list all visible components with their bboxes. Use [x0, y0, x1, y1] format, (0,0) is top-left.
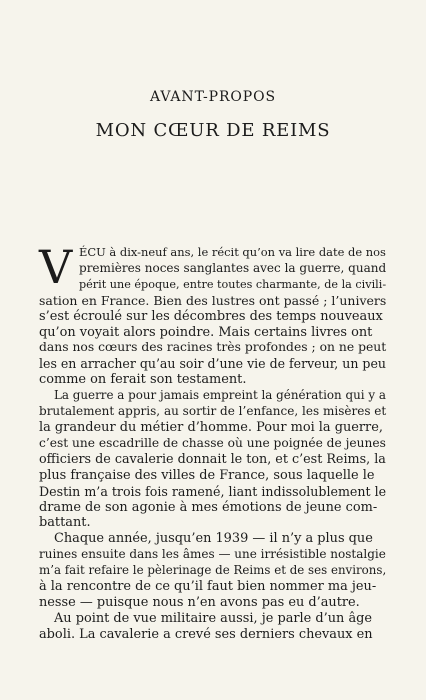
text-line: battant.: [39, 515, 91, 531]
text-line: drame de son agonie à mes émotions de jeune com-: [39, 499, 378, 515]
text-line: Chaque année, jusqu’en 1939 — il n’y a plus que: [54, 531, 373, 547]
text-line: les en arracher qu’au soir d’une vie de ferveur, un peu: [39, 356, 386, 372]
text-line: premières noces sanglantes avec la guerre, quand: [79, 260, 387, 275]
drop-cap: V: [39, 240, 73, 294]
text-line: périt une époque, entre toutes charmante, de la civili-: [79, 277, 387, 291]
text-line: Au point de vue militaire aussi, je parle d’un âge: [54, 610, 373, 626]
text-line: comme on ferait son testament.: [39, 372, 247, 388]
text-line: à la rencontre de ce qu’il faut bien nommer ma jeu-: [39, 579, 377, 595]
text-line: aboli. La cavalerie a crevé ses derniers chevaux en: [39, 626, 373, 642]
paragraph-2: [39, 388, 386, 531]
body-text: [39, 240, 387, 643]
text-line: ÉCU à dix-neuf ans, le récit qu’on va lire date de nos: [79, 245, 386, 259]
text-line: s’est écroulé sur les décombres des temps nouveaux: [39, 308, 383, 324]
text-line: la grandeur du métier d’homme. Pour moi la guerre,: [39, 419, 383, 435]
section-kicker: AVANT-PROPOS: [150, 89, 276, 105]
text-line: sation en France. Bien des lustres ont passé ; l’univers: [39, 292, 387, 308]
text-line: Destin m’a trois fois ramené, liant indissolublement le: [39, 483, 387, 499]
text-line: plus française des villes de France, sous laquelle le: [39, 467, 375, 483]
text-line: dans nos cœurs des racines très profondes ; on ne peut: [39, 340, 387, 355]
text-line: c’est une escadrille de chasse où une poignée de jeunes: [39, 435, 386, 450]
paragraph-3: [39, 531, 386, 611]
text-line: m’a fait refaire le pèlerinage de Reims et de ses environs,: [39, 563, 387, 578]
text-line: officiers de cavalerie donnait le ton, et c’est Reims, la: [39, 451, 386, 467]
text-line: nesse — puisque nous n’en avons pas eu d’autre.: [39, 594, 360, 610]
chapter-title: MON CŒUR DE REIMS: [95, 120, 331, 141]
paragraph-4: [39, 611, 386, 643]
text-line: La guerre a pour jamais empreint la génération qui y a: [54, 388, 386, 403]
text-line: qu’on voyait alors poindre. Mais certains livres ont: [39, 324, 373, 340]
text-line: ruines ensuite dans les âmes — une irrésistible nostalgie: [39, 547, 386, 562]
paragraph-1: [39, 240, 387, 388]
text-line: brutalement appris, au sortir de l’enfance, les misères et: [39, 404, 387, 419]
